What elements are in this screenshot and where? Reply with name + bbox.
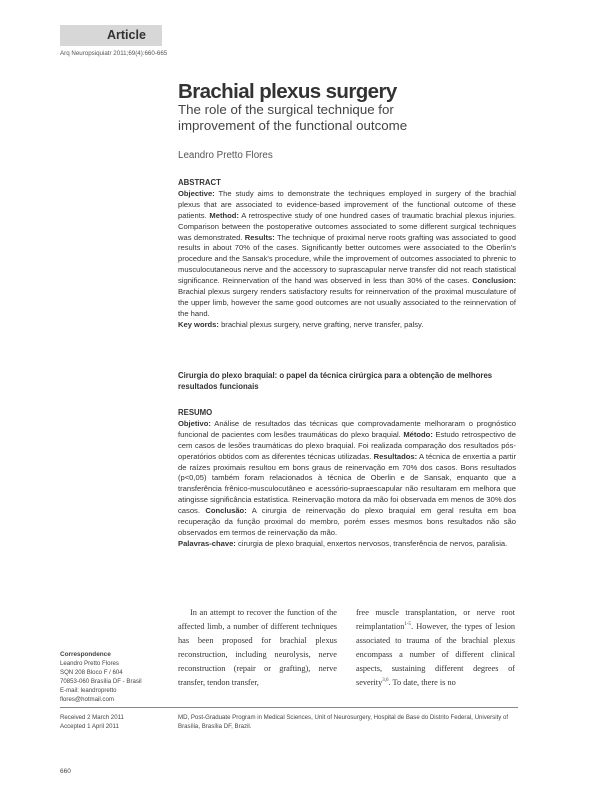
body-col2-text-b: . However, the types of lesion associated to trauma of the brachial plexus encompass a number of different clinical aspects, sustaining different degrees of severity xyxy=(356,622,515,687)
journal-reference: Arq Neuropsiquiatr 2011;69(4):660-665 xyxy=(60,50,168,57)
method-text: A retrospective study of one hundred cases of traumatic brachial plexus injuries. Comparison between the postoperative outcomes associated to some different surgical techniques was demonstrated. xyxy=(178,210,516,242)
body-col2-text-a: free muscle transplantation, or nerve root reimplantation xyxy=(356,608,515,631)
conclusion-label: Conclusion: xyxy=(472,276,516,286)
citation-2: 3,6 xyxy=(382,678,389,684)
correspondence-heading: Correspondence xyxy=(60,651,111,658)
body-column-1: In an attempt to recover the function of the affected limb, a number of different techniques has been proposed for brachial plexus reconstruction, including neurolysis, nerve reconstruction (repair or grafting), nerve transfer, tendon transfer, xyxy=(178,608,337,687)
results-text: The technique of proximal nerve roots grafting was associated to good results in about 70% of the cases. Significantly better outcomes were associated to the Oberlin's procedure and the Sansak's procedure, while the improvement of outcomes associated to phrenic to musculocutaneous nerve and the accessory to suprascapular nerve transfer did not reach statistical significance. Reinnervation of the hand was observed in less than 30% of the cases. xyxy=(178,232,516,286)
correspondence xyxy=(60,650,170,704)
metodo-label: Método: xyxy=(403,429,433,439)
author-name: Leandro Pretto Flores xyxy=(178,150,273,161)
body-column-2 xyxy=(356,606,515,690)
results-label: Results: xyxy=(244,232,275,242)
method-label: Method: xyxy=(209,210,239,220)
conclusion-text: Brachial plexus surgery renders satisfactory results for reinnervation of the proximal musculature of the upper limb, however the same good outcomes are not usually associated to the reinnervation of the hand. xyxy=(178,287,516,318)
palavras-label: Palavras-chave: xyxy=(178,538,236,548)
resultados-label: Resultados: xyxy=(373,451,418,461)
accepted-date: Accepted 1 April 2011 xyxy=(60,723,119,730)
manuscript-dates xyxy=(60,713,170,731)
metodo-text: Estudo retrospectivo de cem casos de lesões traumáticas do plexo braquial. Foi realizada comparação dos resultados pós-operatórios obtidos com as diferentes técnicas utilizadas. xyxy=(178,429,516,461)
section-label: Article xyxy=(60,25,162,46)
objective-label: Objective: xyxy=(178,188,215,198)
footer-divider xyxy=(60,707,518,708)
objective-text: The study aims to demonstrate the techniques employed in surgery of the brachial plexus that are associated to evidence-based improvement of the functional outcome of these patients. xyxy=(178,188,516,220)
resumo xyxy=(178,408,516,550)
article-title: Brachial plexus surgery xyxy=(178,80,397,103)
correspondence-line: SQN 208 Bloco F / 604 xyxy=(60,669,123,676)
correspondence-line: E-mail: leandropretto flores@hotmail.com xyxy=(60,687,117,703)
abstract-heading: ABSTRACT xyxy=(178,178,221,187)
resumo-body xyxy=(178,419,516,539)
palavras-text: cirurgia de plexo braquial, enxertos nervosos, transferência de nervos, paralisia. xyxy=(237,538,508,548)
keywords-label: Key words: xyxy=(178,319,219,329)
citation-1: 1-5 xyxy=(404,622,412,628)
conclusao-label: Conclusão: xyxy=(205,506,247,516)
received-date: Received 2 March 2011 xyxy=(60,714,124,721)
portuguese-title: Cirurgia do plexo braquial: o papel da técnica cirúrgica para a obtenção de melhores resultados funcionais xyxy=(178,371,493,391)
body-col2-text-c: . To date, there is no xyxy=(388,678,456,687)
keywords-text: brachial plexus surgery, nerve grafting, nerve transfer, palsy. xyxy=(221,319,424,329)
article-subtitle: The role of the surgical technique for improvement of the functional outcome xyxy=(178,102,408,133)
abstract-body xyxy=(178,189,516,320)
author-affiliation: MD, Post-Graduate Program in Medical Sciences, Unit of Neurosurgery, Hospital de Base do Distrito Federal, University of Brasília, Brasília DF, Brazil. xyxy=(178,714,509,730)
correspondence-line: Leandro Pretto Flores xyxy=(60,660,119,667)
keywords xyxy=(178,320,516,331)
palavras-chave xyxy=(178,539,516,550)
resumo-heading: RESUMO xyxy=(178,408,213,417)
page-number: 660 xyxy=(60,768,71,775)
objetivo-text: Análise de resultados das técnicas que comprovadamente melhoraram o prognóstico funcional de pacientes com lesões traumáticas do plexo braquial. xyxy=(178,418,516,439)
resultados-text: A técnica de enxertia a partir de raízes proximais resultou em bons graus de reinervação em 70% dos casos. Bons resultados (p<0,05) também foram relacionados à técnica de Oberlin e de Sansak, enquanto que a transferência frênico-musculocutâneo e acessório-supraescapular não resultaram em melhora que atingisse significância estatística. Reinervação motora da mão foi observada em menos de 30% dos casos. xyxy=(178,451,516,516)
abstract xyxy=(178,178,516,331)
conclusao-text: A cirurgia de reinervação do plexo braquial em geral resulta em boa recuperação da função proximal do membro, porém esses mesmos bons resultados não são observados em termos de reinervação da mão. xyxy=(178,506,516,537)
objetivo-label: Objetivo: xyxy=(178,418,211,428)
correspondence-line: 70853-060 Brasília DF - Brasil xyxy=(60,678,142,685)
